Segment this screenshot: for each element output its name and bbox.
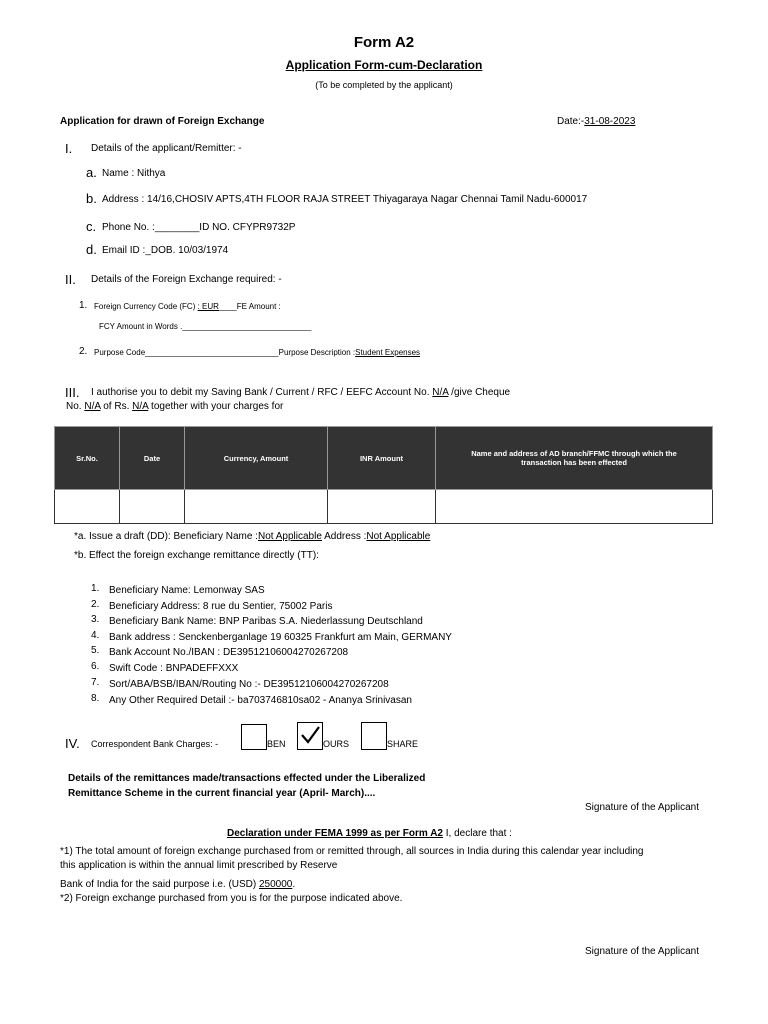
item-a-marker: a. [86,165,97,180]
fe-amount-label: FE Amount : [236,302,281,311]
ben-label: BEN [267,739,286,749]
cheque-no: N/A [84,401,101,412]
form-subtitle [0,58,768,72]
list-item-number: 6. [91,661,100,672]
item-b-marker: b. [86,191,97,206]
applicant-address: Address : 14/16,CHOSIV APTS,4TH FLOOR RAJA STREET Thiyagaraya Nagar Chennai Tamil Nadu-600017 [102,194,588,205]
checkmark-icon [298,723,322,749]
signature-label-bottom: Signature of the Applicant [585,946,699,957]
list-item: Swift Code : BNPADEFFXXX [109,663,239,674]
list-item: Any Other Required Detail :- ba703746810sa02 - Ananya Srinivasan [109,695,412,706]
declaration-p1-line3-suffix: . [292,879,296,890]
purpose-desc-label: Purpose Description : [278,348,356,357]
fc-value: : EUR [197,302,219,311]
list-item: Beneficiary Address: 8 rue du Sentier, 75002 Paris [109,601,333,612]
section3-line1 [91,387,510,398]
date-field [557,116,635,127]
applicant-phone: Phone No. :________ID NO. CFYPR9732P [102,222,296,233]
declaration-p1-line2: this application is within the annual limit prescribed by Reserve [60,860,338,871]
item-1-marker: 1. [79,300,88,311]
ours-checkbox[interactable] [297,722,323,750]
form-title: Form A2 [353,34,415,51]
section2-title: Details of the Foreign Exchange required: - [91,274,282,285]
col-currency-amount: Currency, Amount [185,427,328,490]
declaration-p1-line3 [60,879,295,890]
list-item-number: 8. [91,693,100,704]
list-item-number: 4. [91,630,100,641]
draft-address: Not Applicable [366,531,431,542]
share-label: SHARE [387,739,419,749]
section3-line2 [66,401,283,412]
table-cell[interactable] [185,490,328,524]
declaration-title-text: Declaration under FEMA 1999 as per Form A2 [227,828,443,839]
application-for: Application for drawn of Foreign Exchange [60,116,265,127]
list-item-number: 2. [91,599,100,610]
list-item: Sort/ABA/BSB/IBAN/Routing No :- DE39512106004270267208 [109,679,389,690]
table-cell[interactable] [55,490,120,524]
purpose-desc-value: Student Expenses [355,348,421,357]
section3-line2-suffix: together with your charges for [148,401,284,412]
ben-checkbox[interactable] [241,724,267,750]
section3-line1-suffix: /give Cheque [448,387,511,398]
section4-numeral: IV. [65,736,80,751]
section3-line2-mid: of Rs. [100,401,133,412]
list-item-number: 1. [91,583,100,594]
usd-limit: 250000 [259,879,293,890]
table-cell[interactable] [436,490,713,524]
list-item: Beneficiary Bank Name: BNP Paribas S.A. Niederlassung Deutschland [109,616,423,627]
bank-charges-label: Correspondent Bank Charges: - [91,739,219,749]
declaration-p1-line3-prefix: Bank of India for the said purpose i.e. (USD) [60,879,259,890]
col-sr-no: Sr.No. [55,427,120,490]
col-inr-amount: INR Amount [328,427,436,490]
item-c-marker: c. [86,219,97,234]
list-item: Bank Account No./IBAN : DE39512106004270267208 [109,647,349,658]
draft-line [74,531,430,542]
fc-prefix: Foreign Currency Code (FC) [94,302,198,311]
section3-line2-prefix: No. [66,401,85,412]
form-note: (To be completed by the applicant) [315,80,453,90]
list-item: Bank address : Senckenberganlage 19 60325 Frankfurt am Main, GERMANY [109,632,452,643]
fcy-words: FCY Amount in Words ._____________________________ [99,322,312,331]
col-date: Date [120,427,185,490]
declaration-title [227,828,512,839]
draft-prefix: *a. Issue a draft (DD): Beneficiary Name : [74,531,258,542]
rs-value: N/A [132,401,149,412]
date-value: 31-08-2023 [584,116,636,127]
draft-address-label: Address : [321,531,367,542]
transactions-table [54,426,713,524]
purpose-code: Purpose Code______________________________ [94,348,279,357]
list-item-number: 5. [91,645,100,656]
table-cell[interactable] [120,490,185,524]
lrs-line2: Remittance Scheme in the current financial year (April- March).... [68,788,376,799]
form-subtitle-text: Application Form-cum-Declaration [285,58,483,72]
table-row [55,490,713,524]
section1-numeral: I. [65,141,73,156]
col-ad-branch: Name and address of AD branch/FFMC through which the transaction has been effected [436,427,713,490]
declaration-p2: *2) Foreign exchange purchased from you is for the purpose indicated above. [60,893,403,904]
list-item-number: 7. [91,677,100,688]
section1-title: Details of the applicant/Remitter: - [91,143,242,154]
applicant-email: Email ID :_DOB. 10/03/1974 [102,245,229,256]
section3-numeral: III. [65,385,80,400]
purpose-line [94,348,420,357]
date-label: Date:- [557,116,585,127]
currency-code-line: Foreign Currency Code (FC) : EUR____FE Amount : [94,302,281,311]
item-2-marker: 2. [79,346,88,357]
list-item-number: 3. [91,614,100,625]
ours-label: OURS [323,739,350,749]
list-item: Beneficiary Name: Lemonway SAS [109,585,265,596]
declaration-title-suffix: I, declare that : [443,828,512,839]
item-d-marker: d. [86,242,97,257]
declaration-p1-line1: *1) The total amount of foreign exchange purchased from or remitted through, all sources in India during this calendar year including [60,846,644,857]
section3-line1-prefix: I authorise you to debit my Saving Bank / Current / RFC / EEFC Account No. [91,387,433,398]
lrs-line1: Details of the remittances made/transactions effected under the Liberalized [68,773,426,784]
tt-line: *b. Effect the foreign exchange remittance directly (TT): [74,550,319,561]
signature-label: Signature of the Applicant [585,802,699,813]
draft-beneficiary-name: Not Applicable [257,531,322,542]
account-no: N/A [432,387,449,398]
applicant-name: Name : Nithya [102,168,166,179]
share-checkbox[interactable] [361,722,387,750]
table-cell[interactable] [328,490,436,524]
section2-numeral: II. [65,272,76,287]
